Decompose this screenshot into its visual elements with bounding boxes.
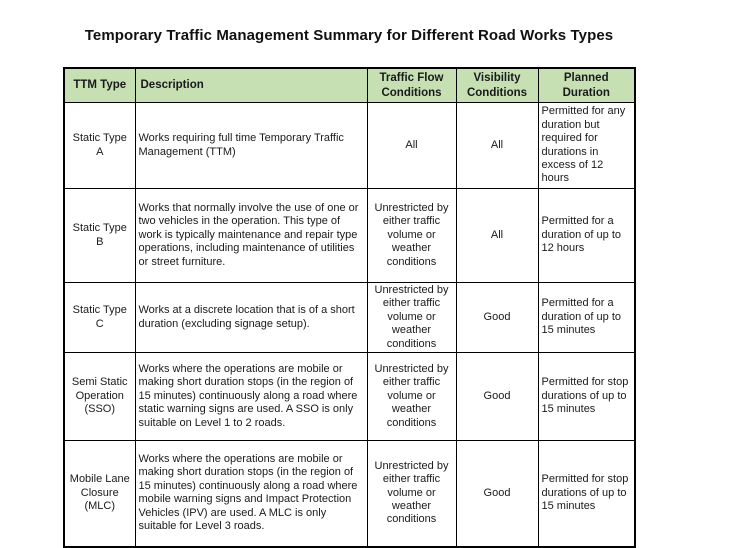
cell-visibility: Good (456, 353, 538, 441)
ttm-summary-table (63, 67, 636, 548)
cell-visibility: All (456, 189, 538, 283)
cell-traffic-flow: All (367, 103, 456, 189)
table-row-static-type-b (64, 189, 635, 283)
cell-description: Works where the operations are mobile or making short duration stops (in the region of 15 minutes) continuously along a road where static warning signs are used. A SSO is only suitable on Level 1 to 2 roads. (135, 353, 367, 441)
cell-visibility: Good (456, 283, 538, 353)
cell-ttm-type: Static Type C (64, 283, 135, 353)
cell-ttm-type: Semi Static Operation (SSO) (64, 353, 135, 441)
header-ttm-type: TTM Type (64, 68, 135, 103)
table-row-semi-static-operation (64, 353, 635, 441)
table-row-mobile-lane-closure (64, 441, 635, 547)
cell-ttm-type: Static Type B (64, 189, 135, 283)
cell-planned-duration: Permitted for a duration of up to 15 minutes (538, 283, 635, 353)
cell-ttm-type: Mobile Lane Closure (MLC) (64, 441, 135, 547)
cell-traffic-flow: Unrestricted by either traffic volume or weather conditions (367, 441, 456, 547)
cell-visibility: All (456, 103, 538, 189)
cell-traffic-flow: Unrestricted by either traffic volume or weather conditions (367, 353, 456, 441)
header-description: Description (135, 68, 367, 103)
cell-description: Works that normally involve the use of one or two vehicles in the operation. This type of work is typically maintenance and repair type operations, including maintenance of utilities or street furniture. (135, 189, 367, 283)
cell-planned-duration: Permitted for stop durations of up to 15 minutes (538, 441, 635, 547)
cell-description: Works where the operations are mobile or making short duration stops (in the region of 15 minutes) continuously along a road where mobile warning signs and Impact Protection Vehicles (IPV) are used. A MLC is only suitable for Level 3 roads. (135, 441, 367, 547)
header-visibility: Visibility Conditions (456, 68, 538, 103)
header-planned-duration: Planned Duration (538, 68, 635, 103)
table-row-static-type-a (64, 103, 635, 189)
cell-description: Works requiring full time Temporary Traffic Management (TTM) (135, 103, 367, 189)
cell-planned-duration: Permitted for stop durations of up to 15 minutes (538, 353, 635, 441)
cell-description: Works at a discrete location that is of a short duration (excluding signage setup). (135, 283, 367, 353)
table-row-static-type-c (64, 283, 635, 353)
header-traffic-flow: Traffic Flow Conditions (367, 68, 456, 103)
table-header-row (64, 68, 635, 103)
cell-planned-duration: Permitted for any duration but required for durations in excess of 12 hours (538, 103, 635, 189)
cell-traffic-flow: Unrestricted by either traffic volume or weather conditions (367, 189, 456, 283)
cell-traffic-flow: Unrestricted by either traffic volume or weather conditions (367, 283, 456, 353)
page-title: Temporary Traffic Management Summary for Different Road Works Types (84, 27, 614, 44)
cell-ttm-type: Static Type A (64, 103, 135, 189)
cell-visibility: Good (456, 441, 538, 547)
cell-planned-duration: Permitted for a duration of up to 12 hours (538, 189, 635, 283)
